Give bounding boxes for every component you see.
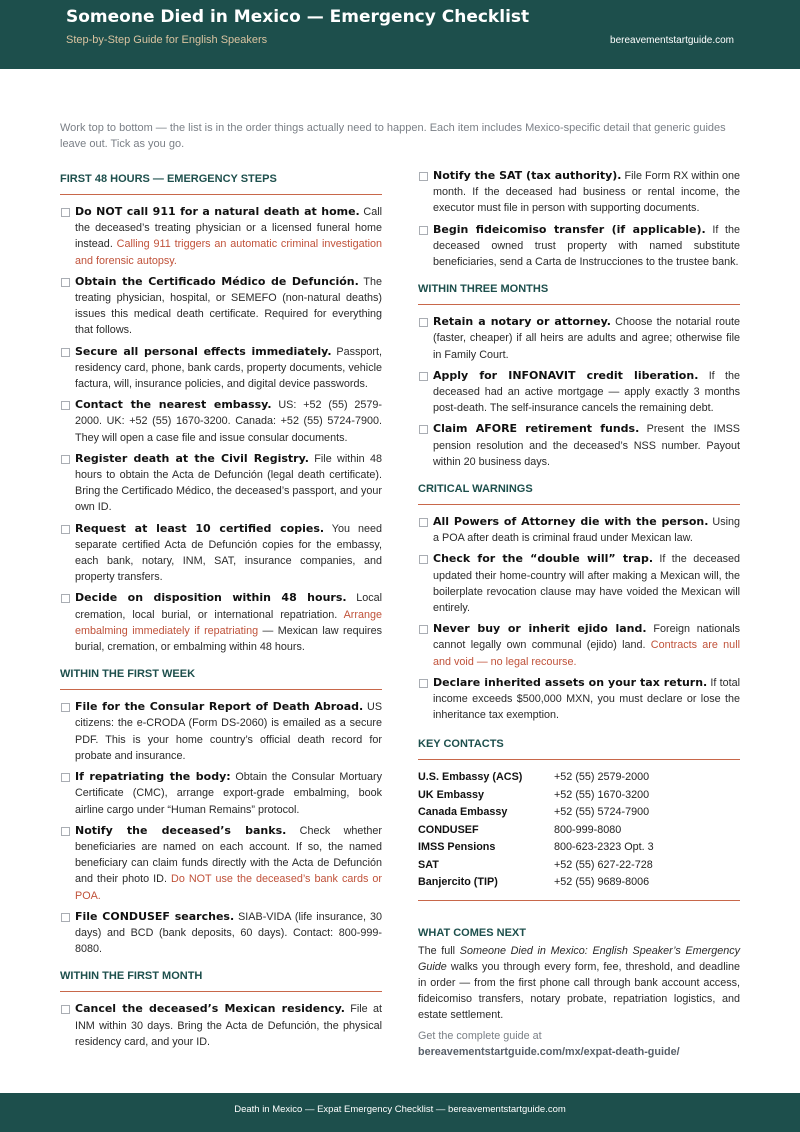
contact-row (418, 822, 740, 840)
item-body: Passport, residency card, phone, bank cards, property documents, vehicle factura, will, insurance policies, and digital device passwords. (75, 345, 383, 391)
contact-row (418, 804, 740, 822)
checkbox[interactable] (61, 278, 70, 287)
item-title: Do NOT call 911 for a natural death at home. (75, 205, 360, 218)
item-body: SIAB-VIDA (life insurance, 30 days) and BCD (bank deposits, 60 days). Contact: 800-999-8080. (75, 910, 383, 956)
item-title: Begin fideicomiso transfer (if applicable). (433, 222, 706, 236)
contact-row (418, 787, 740, 805)
checklist-item (60, 823, 382, 904)
section-heading: WITHIN THREE MONTHS (418, 280, 740, 305)
checkbox[interactable] (419, 172, 428, 181)
checkbox[interactable] (419, 226, 428, 235)
guide-link[interactable]: bereavementstartguide.com/mx/expat-death-guide/ (418, 1045, 680, 1058)
checklist-item (60, 590, 382, 655)
item-title: Cancel the deceased’s Mexican residency. (75, 1002, 345, 1016)
item-title: Apply for INFONAVIT credit liberation. (433, 368, 699, 382)
item-body: If the deceased owned trust property with named substitute beneficiaries, send a Carta de Instrucciones to the trustee bank. (433, 223, 740, 269)
item-body-continued: — Mexican law requires burial, cremation, or embalming within 48 hours. (75, 624, 382, 654)
contact-phone: +52 (55) 9689-8006 (554, 876, 650, 889)
checkbox[interactable] (61, 773, 70, 782)
checklist-item (418, 675, 740, 724)
item-title: Never buy or inherit ejido land. (433, 622, 647, 636)
checkbox[interactable] (419, 679, 428, 688)
item-body: Using a POA after death is criminal fraud under Mexican law. (433, 516, 740, 545)
checkbox[interactable] (61, 1005, 70, 1014)
checkbox[interactable] (61, 455, 70, 464)
item-body: Call the deceased’s treating physician or a licensed funeral home instead. (75, 206, 382, 251)
next-heading: WHAT COMES NEXT (418, 926, 526, 939)
contact-name: Banjercito (TIP) (418, 876, 498, 889)
item-body: File Form RX within one month. If the deceased had business or rental income, the executor must file in person with supporting documents. (433, 170, 740, 215)
item-title: Claim AFORE retirement funds. (433, 422, 640, 436)
section-key-contacts (418, 735, 740, 901)
section-critical-warnings (418, 480, 740, 723)
item-title: Request at least 10 certified copies. (75, 521, 325, 535)
checklist-item (60, 451, 382, 516)
checkbox[interactable] (61, 827, 70, 836)
intro-text: Work top to bottom — the list is in the order things actually need to happen. Each item includes Mexico-specific detail that generic guides leave out. Tick as you go. (60, 122, 726, 150)
item-body: Choose the notarial route (faster, cheaper) if all heirs are adults and agree; otherwise file in Family Court. (433, 316, 740, 361)
item-title: Notify the deceased’s banks. (75, 823, 287, 837)
item-title: Secure all personal effects immediately. (75, 344, 332, 358)
contacts-table (418, 769, 740, 892)
checkbox[interactable] (61, 348, 70, 357)
item-body: If total income exceeds $500,000 MXN, you must declare or lose the inheritance tax exemption. (433, 676, 740, 722)
contact-name: IMSS Pensions (418, 841, 496, 854)
next-guide-title: Someone Died in Mexico: English Speaker’s Emergency Guide (418, 944, 741, 973)
checklist-item (418, 621, 740, 670)
item-title: Check for the “double will” trap. (433, 552, 654, 566)
item-body: Present the IMSS pension resolution and the deceased’s NSS number. Payout within 20 business days. (433, 423, 740, 468)
page-title: Someone Died in Mexico — Emergency Checklist (66, 7, 530, 27)
item-body: If the deceased updated their home-country will after making a Mexican will, the boilerplate revocation clause may have voided the Mexican will entirely. (433, 553, 741, 615)
item-body: File at INM within 30 days. Bring the Acta de Defunción, the physical residency card, and your ID. (75, 1003, 383, 1048)
item-warning: Arrange embalming immediately if repatriating (75, 608, 382, 637)
checkbox[interactable] (61, 401, 70, 410)
contact-name: U.S. Embassy (ACS) (418, 771, 523, 784)
section-heading: FIRST 48 HOURS — EMERGENCY STEPS (60, 170, 382, 195)
checklist-item (418, 168, 740, 217)
checkbox[interactable] (419, 372, 428, 381)
item-body: If the deceased had an active mortgage — apply exactly 3 months post-death. The self-insurance cancels the remaining debt. (433, 369, 740, 415)
checklist-item (60, 274, 382, 339)
checklist-item (60, 204, 382, 269)
next-cta: Get the complete guide at (418, 1029, 542, 1042)
section-heading: WITHIN THE FIRST WEEK (60, 665, 382, 690)
checklist-item (418, 421, 740, 470)
item-body: File within 48 hours to obtain the Acta de Defunción (legal death certificate). Bring the Certificado Médico, the deceased’s passport, and your own ID. (75, 452, 383, 514)
section-heading: CRITICAL WARNINGS (418, 480, 740, 505)
contact-phone: 800-999-8080 (554, 823, 622, 836)
item-title: If repatriating the body: (75, 770, 231, 784)
checklist-item (418, 222, 740, 271)
item-body: You need separate certified Acta de Defunción copies for the embassy, each bank, notary, INM, SAT, insurance companies, and property transfers. (75, 522, 382, 584)
contact-row (418, 769, 740, 787)
checkbox[interactable] (419, 555, 428, 564)
section-heading: WITHIN THE FIRST MONTH (60, 967, 382, 992)
checklist-item (60, 397, 382, 446)
item-title: Register death at the Civil Registry. (75, 451, 309, 465)
contact-name: SAT (418, 858, 439, 871)
checklist-item (418, 514, 740, 546)
checklist-item (60, 344, 382, 393)
page-header (0, 0, 800, 69)
item-title: All Powers of Attorney die with the person. (433, 515, 709, 529)
item-title: File for the Consular Report of Death Abroad. (75, 700, 364, 714)
section-first-month-left (60, 967, 382, 1050)
left-column (60, 170, 382, 1060)
item-title: Retain a notary or attorney. (433, 315, 611, 329)
item-body: The treating physician, hospital, or SEMEFO (non-natural deaths) issues this medical death certificate. Required for everything that follows. (75, 275, 382, 337)
contact-name: UK Embassy (418, 788, 485, 801)
next-body (418, 943, 740, 1023)
item-title: Contact the nearest embassy. (75, 398, 272, 412)
contact-row (418, 839, 740, 857)
checklist-item (418, 368, 740, 417)
section-three-months (418, 280, 740, 470)
contacts-divider (418, 900, 740, 901)
header-site-link[interactable]: bereavementstartguide.com (610, 35, 734, 46)
item-body: US: +52 (55) 2579-2000. UK: +52 (55) 1670-3200. Canada: +52 (55) 5724-7900. They will open a case file and issue consular documents. (75, 399, 382, 444)
item-title: Obtain the Certificado Médico de Defunción. (75, 274, 359, 288)
item-title: File CONDUSEF searches. (75, 909, 235, 923)
checkbox[interactable] (419, 518, 428, 527)
item-body: Check whether beneficiaries are named on each account. If so, the named beneficiary can claim funds directly with the Acta de Defunción and their photo ID. (75, 824, 383, 886)
contact-phone: +52 (55) 2579-2000 (554, 771, 650, 784)
section-first-48-hours (60, 170, 382, 655)
item-warning: Contracts are null and void — no legal recourse. (433, 639, 740, 668)
checkbox[interactable] (61, 913, 70, 922)
item-warning: Do NOT use the deceased’s bank cards or POA. (75, 873, 382, 902)
section-first-week (60, 665, 382, 957)
checkbox[interactable] (61, 594, 70, 603)
contact-name: Canada Embassy (418, 806, 508, 819)
checklist-item (418, 551, 740, 616)
next-description: walks you through every form, fee, threshold, and deadline in order — from the first phone call through bank account access, fideicomiso transfers, notary probate, repatriation logistics, and estate settlement. (418, 960, 740, 1021)
item-body: Foreign nationals cannot legally own communal (ejido) land. (433, 623, 740, 652)
checklist-item (60, 699, 382, 764)
checkbox[interactable] (419, 318, 428, 327)
right-column (418, 168, 740, 1060)
item-title: Declare inherited assets on your tax return. (433, 675, 708, 689)
contact-phone: +52 (55) 5724-7900 (554, 806, 650, 819)
checkbox[interactable] (419, 425, 428, 434)
item-title: Decide on disposition within 48 hours. (75, 591, 347, 605)
checkbox[interactable] (61, 525, 70, 534)
item-body: US citizens: the e-CRODA (Form DS-2060) is emailed as a secure PDF. This is your home country’s official death record for probate and insurance. (75, 701, 383, 762)
checklist-item (60, 1001, 382, 1050)
contact-row (418, 857, 740, 875)
checklist-item (60, 769, 382, 818)
checklist-item (60, 521, 382, 586)
contact-phone: +52 (55) 627-22-728 (554, 858, 653, 871)
checkbox[interactable] (61, 208, 70, 217)
page-footer: Death in Mexico — Expat Emergency Checklist — bereavementstartguide.com (0, 1093, 800, 1132)
checklist-item (418, 314, 740, 363)
checkbox[interactable] (419, 625, 428, 634)
item-title: Notify the SAT (tax authority). (433, 169, 622, 182)
contact-row (418, 874, 740, 892)
section-first-month-right (418, 168, 740, 270)
item-warning: Calling 911 triggers an automatic criminal investigation and forensic autopsy. (75, 238, 382, 267)
what-comes-next (418, 927, 740, 1060)
checklist-item (60, 909, 382, 958)
contacts-heading: KEY CONTACTS (418, 735, 740, 760)
item-body: Obtain the Consular Mortuary Certificate (CMC), arrange export-grade embalming, book airline cargo under “Human Remains” protocol. (75, 771, 383, 816)
page-subtitle: Step-by-Step Guide for English Speakers (66, 34, 268, 46)
contact-phone: +52 (55) 1670-3200 (554, 788, 650, 801)
checkbox[interactable] (61, 703, 70, 712)
item-body: Local cremation, local burial, or international repatriation. (75, 592, 383, 621)
contact-phone: 800-623-2323 Opt. 3 (554, 841, 654, 854)
next-lead: The full (418, 944, 456, 957)
contact-name: CONDUSEF (418, 823, 479, 836)
